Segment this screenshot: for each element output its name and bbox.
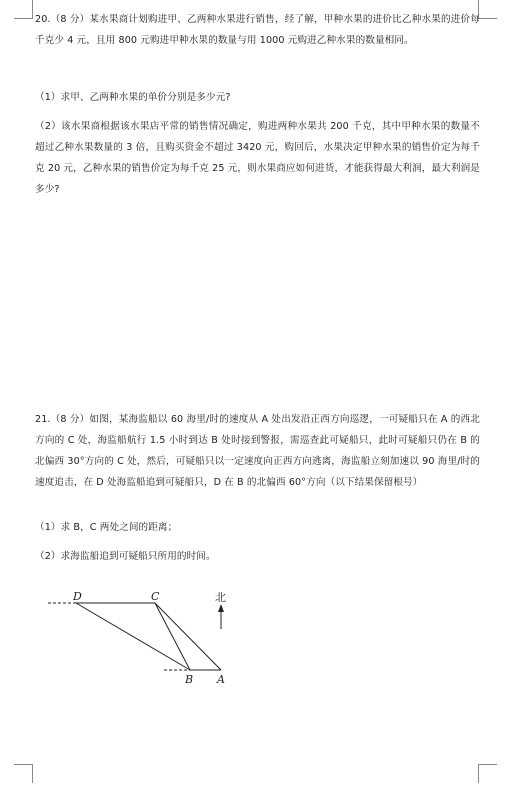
crop-mark-top-right [478, 0, 497, 19]
question-21-stem: 21.（8 分）如图，某海监船以 60 海里/时的速度从 A 处出发沿正西方向巡逻，一可疑船只在 A 的西北方向的 C 处，海监船航行 1.5 小时到达 B 处时接到警报，需巡查此可疑船只，此时可疑船只仍在 B 的北偏西 30°方向的 C 处，然后，可疑船只以一定速度向正西方向逃离，海监船立刻加速以 90 海里/时的速度追击，在 D 处海监船追到可疑船只，D 在 B 的北偏西 60°方向（以下结果保留根号） [35, 414, 480, 488]
question-20-part-2: （2）该水果商根据该水果店平常的销售情况确定，购进两种水果共 200 千克，其中甲种水果的数量不超过乙种水果数量的 3 倍，且购买资金不超过 3420 元，购回后，水果决定甲种水果的销售价定为每千克 20 元，乙种水果的销售价定为每千克 25 元，则水果商应如何进货，才能获得最大利润，最大利润是多少? [35, 121, 480, 195]
point-label-a: A [217, 673, 225, 686]
north-label: 北 [215, 591, 226, 604]
point-label-d: D [73, 590, 82, 603]
crop-mark-top-left [14, 0, 33, 19]
geometry-figure [40, 585, 260, 690]
segment-ca [155, 603, 221, 670]
north-arrow-icon [218, 604, 224, 612]
crop-mark-bottom-right [478, 764, 497, 783]
question-20-stem: 20.（8 分）某水果商计划购进甲、乙两种水果进行销售，经了解，甲种水果的进价比乙种水果的进价每千克少 4 元，且用 800 元购进甲种水果的数量与用 1000 元购进乙种水果的数量相同。 [35, 14, 480, 46]
question-21-part-1: （1）求 B，C 两处之间的距离； [35, 522, 178, 533]
crop-mark-bottom-left [14, 764, 33, 783]
point-label-b: B [185, 673, 194, 686]
point-label-c: C [151, 590, 160, 603]
question-20-part-1: （1）求甲、乙两种水果的单价分别是多少元? [35, 92, 231, 103]
question-21-part-2: （2）求海监船追到可疑船只所用的时间。 [35, 551, 216, 562]
